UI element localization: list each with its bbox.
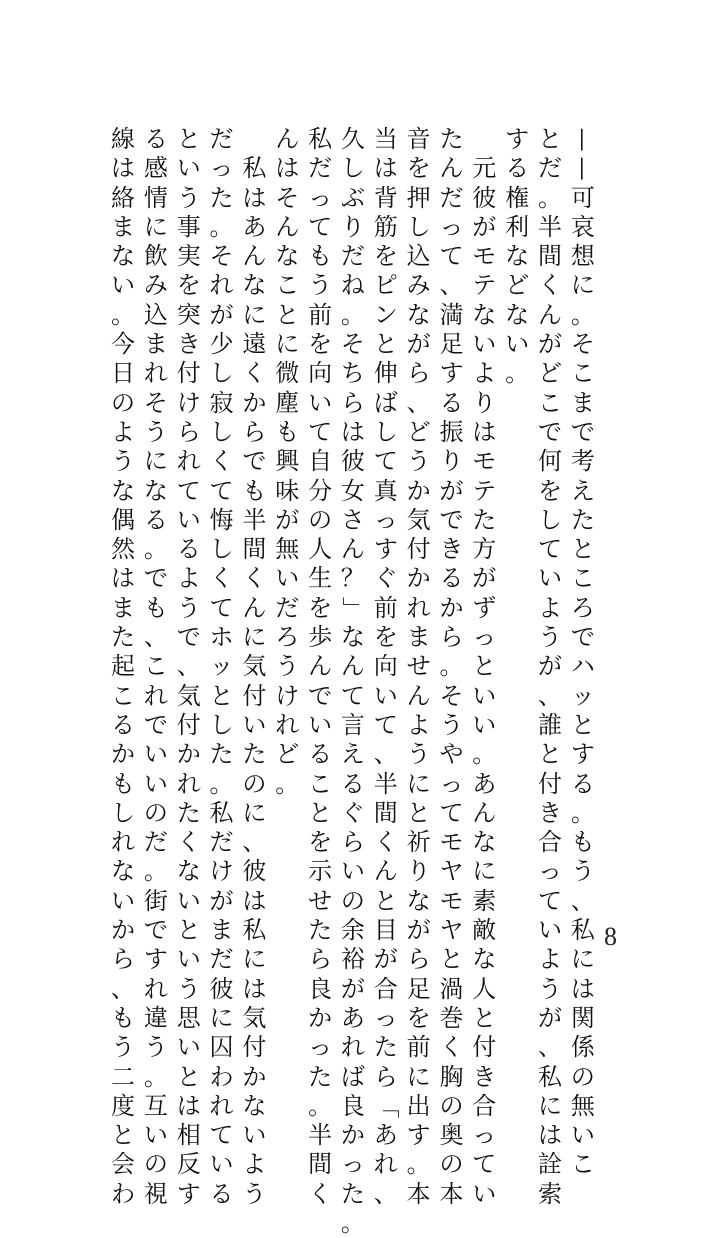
text-column: 線 は 絡 ま な い 。 今 日 の よ う な 偶 然 は ま た 起 こ る か も し れ な い か ら 、 も う 二 度 と 会 わ [111,125,135,1208]
page-number: 8 [604,922,617,951]
text-column: 音 を 押 し 込 み な が ら 、 ど う か 気 付 か れ ま せ ん よ う に と 祈 り な が ら 足 を 前 に 出 す 。 本 [406,125,431,1208]
text-column: 久 し ぶ り だ ね 。 そ ち ら は 彼 女 さ ん ？ 」 な ん て 言 え る ぐ ら い の 余 裕 が あ れ ば 良 か っ た 。 [339,125,368,1237]
text-column: ん は そ ん な こ と に 微 塵 も 興 味 が 無 い だ ろ う け れ ど 。 [275,125,300,798]
vertical-text-block [108,125,598,1237]
text-column: 私 は あ ん な に 遠 く か ら で も 半 間 く ん に 気 付 い た の に 、 彼 は 私 に は 気 付 か な い よ う [242,154,267,1208]
text-column: す る 権 利 な ど な い 。 [505,125,530,388]
text-column: 私 だ っ て も う 前 を 向 い て 自 分 の 人 生 を 歩 ん で い る こ と を 示 せ た ら 良 か っ た 。 半 間 く [308,125,333,1208]
text-column: た ん だ っ て 、 満 足 す る 振 り が で き る か ら 。 そ う や っ て モ ヤ モ ヤ と 渦 巻 く 胸 の 奥 の 本 [439,125,464,1208]
text-column: 元 彼 が モ テ な い よ り は モ テ た 方 が ず っ と い い 。 あ ん な に 素 敵 な 人 と 付 き 合 っ て い [472,154,497,1208]
text-column: と だ 。 半 間 く ん が ど こ で 何 を し て い よ う が 、 誰 と 付 き 合 っ て い よ う が 、 私 に は 詮 索 [537,125,562,1208]
text-column: る 感 情 に 飲 み 込 ま れ そ う に な る 。 で も 、 こ れ で い い の だ 。 街 で す れ 違 う 。 互 い の 視 [143,125,168,1208]
text-column: と い う 事 実 を 突 き 付 け ら れ て い る よ う で 、 気 付 か れ た く な い と い う 思 い と は 相 反 す [176,125,201,1208]
text-column: 当 は 背 筋 を ピ ン と 伸 ば し て 真 っ す ぐ 前 を 向 い て 、 半 間 く ん と 目 が 合 っ た ら 「 あ れ 、 [372,125,401,1208]
text-column: — — 可 哀 想 に 。 そ こ ま で 考 え た と こ ろ で ハ ッ と す る 。 も う 、 私 に は 関 係 の 無 い こ [569,127,598,1179]
text-column: だ っ た 。 そ れ が 少 し 寂 し く て 悔 し く て ホ ッ と し た 。 私 だ け が ま だ 彼 に 囚 わ れ て い る [209,125,234,1208]
